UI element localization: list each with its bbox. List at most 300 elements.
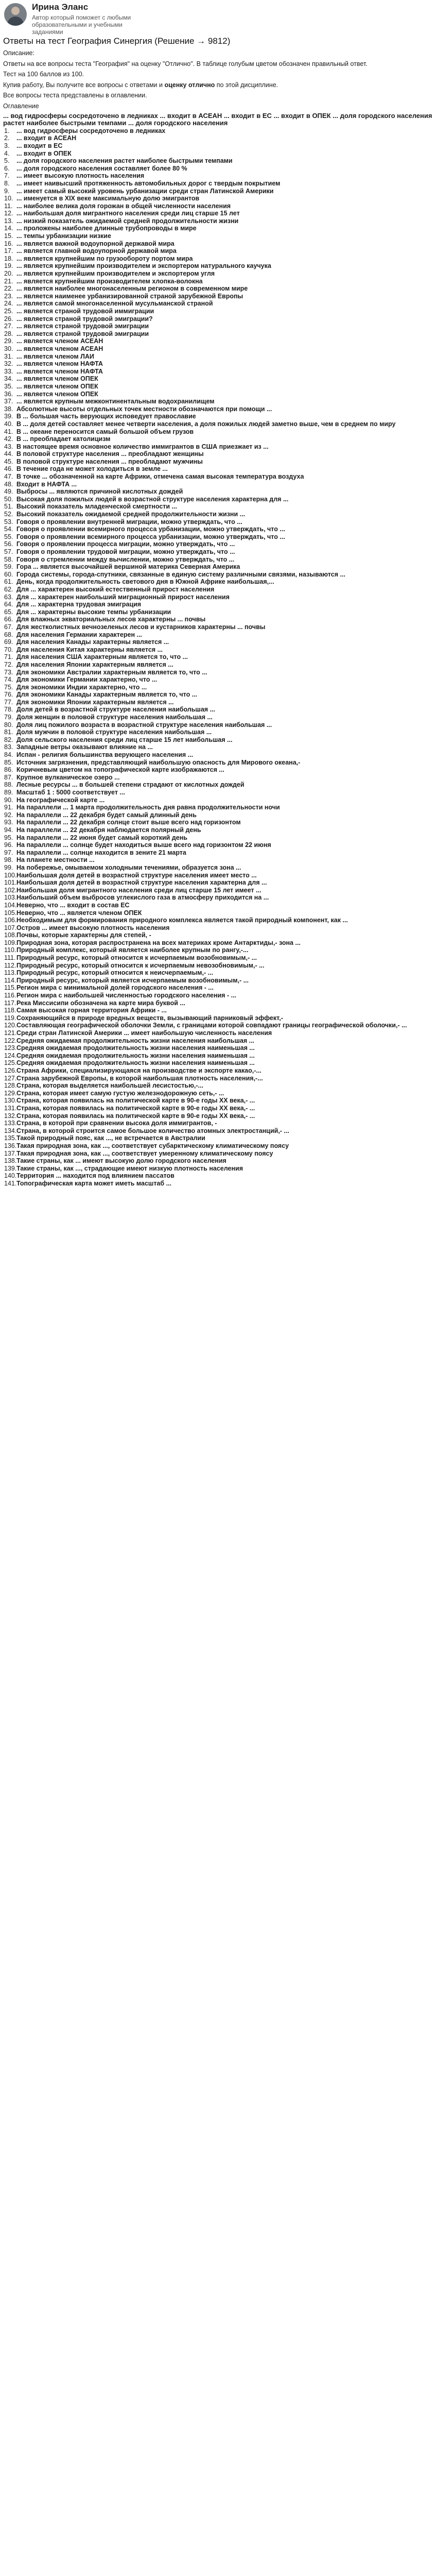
toc-item-text: Такие страны, как ..., страдающие имеют низкую плотность населения [16, 1164, 243, 1172]
toc-item-number: 115. [4, 984, 16, 992]
toc-item-number: 37. [4, 398, 13, 405]
toc-item[interactable] [3, 556, 433, 564]
toc-item[interactable] [3, 1029, 433, 1037]
toc-item[interactable] [3, 962, 433, 970]
toc-item[interactable] [3, 728, 433, 736]
toc-item-text: На параллели ... 22 декабря солнце стоит выше всего над горизонтом [16, 819, 241, 826]
toc-item-number: 32. [4, 360, 13, 368]
toc-item-number: 114. [4, 976, 16, 984]
toc-item-number: 67. [4, 623, 13, 631]
toc-item-text: ... является крупнейшим по грузообороту портом мира [16, 255, 193, 262]
toc-item[interactable] [3, 150, 433, 158]
toc-item[interactable] [3, 1059, 433, 1067]
toc-item-number: 140. [4, 1172, 17, 1180]
toc-item-text: Для ... характерна трудовая эмиграция [16, 601, 142, 608]
toc-item[interactable] [3, 819, 433, 826]
toc-item-text: Наибольшая доля мигрантного населения среди лиц старше 15 лет имеет ... [16, 886, 261, 894]
toc-item[interactable] [3, 1067, 433, 1075]
toc-item[interactable] [3, 458, 433, 466]
toc-item-number: 54. [4, 526, 13, 533]
author-name[interactable]: Ирина Эланс [32, 2, 89, 12]
toc-item-number: 127. [4, 1074, 17, 1082]
toc-item-number: 9. [4, 187, 10, 195]
buy-text [3, 81, 433, 89]
toc-item-number: 51. [4, 503, 13, 511]
toc-item-text: Страна, которая выделяется наибольшей лесистостью,-... [16, 1082, 203, 1090]
toc-item[interactable] [3, 1120, 433, 1127]
toc-item-number: 85. [4, 758, 13, 766]
toc-item[interactable] [3, 586, 433, 594]
toc-first-item[interactable] [3, 112, 433, 127]
toc-item-text: Такая природная зона, как ..., соответствует умеренному климатическому поясу [16, 1149, 273, 1157]
buy-text-bold: оценку отлично [164, 81, 215, 89]
toc-item[interactable] [3, 781, 433, 789]
toc-item[interactable] [3, 1082, 433, 1090]
page [0, 0, 436, 1187]
avatar-head-shape [11, 7, 20, 15]
toc-item-number: 55. [4, 533, 13, 540]
toc-item[interactable] [3, 669, 433, 676]
toc-item-number: 16. [4, 240, 13, 247]
toc-item-number: 89. [4, 789, 13, 796]
toc-item[interactable] [3, 225, 433, 232]
toc-item-text: Для населения Канады характерны является ... [16, 638, 169, 646]
toc-item[interactable] [3, 751, 433, 759]
all-questions-text: Все вопросы теста представлены в оглавлении. [3, 92, 147, 99]
toc-item[interactable] [3, 247, 433, 255]
author-description: Автор который поможет с любыми образовательными и учебными заданиями [32, 14, 131, 36]
toc-item-text: В настоящее время основное количество иммигрантов в США приезжает из ... [16, 443, 269, 450]
toc-item[interactable] [3, 1157, 433, 1165]
toc-item[interactable] [3, 337, 433, 345]
toc-item[interactable] [3, 954, 433, 962]
toc-item-text: ... является страной трудовой иммиграции [16, 308, 154, 315]
toc-item[interactable] [3, 864, 433, 872]
toc-item-number: 102. [4, 886, 17, 894]
toc-item-text: ... низкий показатель ожидаемой средней продолжительности жизни [16, 217, 239, 225]
toc-item-text: Природный комплекс, который является наиболее крупным по рангу,-... [16, 946, 249, 954]
toc-item[interactable] [3, 398, 433, 405]
toc-item-number: 41. [4, 428, 13, 435]
toc-item[interactable] [3, 383, 433, 391]
toc-item[interactable] [3, 766, 433, 774]
toc-item[interactable] [3, 608, 433, 616]
toc-item[interactable] [3, 526, 433, 533]
toc-item-text: Сохраняющийся в природе вредных веществ, вызывающий парниковый эффект,- [16, 1014, 283, 1022]
toc-item[interactable] [3, 293, 433, 300]
toc-item-number: 12. [4, 210, 13, 217]
toc-item-number: 125. [4, 1059, 17, 1067]
toc-item[interactable] [3, 1044, 433, 1052]
toc-item-number: 10. [4, 195, 13, 202]
toc-item-text: Для населения США характерным является то, что ... [16, 653, 188, 661]
toc-item[interactable] [3, 1134, 433, 1142]
toc-item[interactable] [3, 774, 433, 782]
toc-item[interactable] [3, 1022, 433, 1029]
toc-item-text: Для экономики Канады характерным является то, что ... [16, 691, 198, 699]
toc-item-number: 100. [4, 871, 17, 879]
toc-item-text: В ... большая часть верующих исповедует православие [16, 413, 196, 420]
toc-item-text: Говоря о проявлении всемирного процесса урбанизации, можно утверждать, что ... [16, 533, 285, 540]
toc-item-text: ... является членом ЛАИ [16, 352, 94, 360]
toc-item[interactable] [3, 1037, 433, 1045]
toc-item-text: На параллели ... 22 декабря наблюдается полярный день [16, 826, 201, 834]
toc-item[interactable] [3, 638, 433, 646]
toc-item-text: В половой структуре населения ... преобладают женщины [16, 450, 204, 458]
toc-item-text: Масштаб 1 : 5000 соответствует ... [16, 789, 125, 796]
toc-item-number: 82. [4, 736, 13, 743]
toc-item[interactable] [3, 563, 433, 571]
toc-item-number: 72. [4, 660, 13, 668]
toc-item-text: ... является членом ОПЕК [16, 382, 98, 390]
toc-item[interactable] [3, 616, 433, 623]
toc-item[interactable] [3, 405, 433, 413]
toc-item[interactable] [3, 1052, 433, 1060]
toc-item-number: 52. [4, 511, 13, 518]
toc-item[interactable] [3, 571, 433, 579]
test-score-text: Тест на 100 баллов из 100. [3, 71, 84, 78]
toc-item-number: 122. [4, 1037, 17, 1044]
toc-item-text: ... является членом ОПЕК [16, 375, 98, 383]
toc-item-text: ... является крупнейшим производителем хлопка-волокна [16, 277, 203, 285]
toc-item-number: 60. [4, 570, 13, 578]
toc-item[interactable] [3, 262, 433, 270]
toc-item-text: Высокая доля пожилых людей в возрастной структуре населения характерна для ... [16, 495, 289, 503]
toc-item-text: Выбросы ... являются причиной кислотных дождей [16, 488, 183, 496]
toc-item[interactable] [3, 1127, 433, 1135]
toc-item-text: ... имеет самый высокий уровень урбанизации среди стран Латинской Америки [16, 187, 274, 195]
toc-item-text: ... доля городского населения растет наиболее быстрыми темпами [16, 157, 233, 165]
toc-item[interactable] [3, 180, 433, 188]
toc-item[interactable] [3, 540, 433, 548]
toc-item[interactable] [3, 977, 433, 985]
toc-item-number: 4. [4, 149, 10, 157]
toc-item[interactable] [3, 188, 433, 195]
toc-item-number: 25. [4, 308, 13, 315]
toc-item-number: 28. [4, 330, 13, 337]
toc-item[interactable] [3, 578, 433, 586]
toc-item[interactable] [3, 240, 433, 248]
toc-item-text: ... имеет высокую плотность населения [16, 172, 145, 180]
toc-item[interactable] [3, 465, 433, 473]
toc-item[interactable] [3, 946, 433, 954]
toc-item-text: Самая высокая горная территория Африки - ... [16, 1007, 167, 1014]
toc-item[interactable] [3, 872, 433, 879]
toc-item[interactable] [3, 984, 433, 992]
toc-item-text: Наибольшая доля детей в возрастной структуре населения характерна для ... [16, 879, 267, 887]
toc-item[interactable] [3, 345, 433, 353]
toc-item-number: 106. [4, 917, 17, 924]
toc-item-number: 139. [4, 1164, 17, 1172]
toc-item[interactable] [3, 353, 433, 361]
toc-item[interactable] [3, 1075, 433, 1082]
toc-item-number: 63. [4, 593, 13, 601]
toc-item[interactable] [3, 631, 433, 639]
toc-item[interactable] [3, 1165, 433, 1173]
toc-item-number: 135. [4, 1134, 17, 1142]
toc-item-number: 84. [4, 751, 13, 759]
toc-item-text: Для экономики Германии характерно, что ... [16, 676, 158, 684]
toc-item[interactable] [3, 706, 433, 714]
toc-item-text: Лесные ресурсы ... в большей степени страдают от кислотных дождей [16, 781, 245, 789]
toc-item-number: 46. [4, 465, 13, 473]
toc-item-text: ... является наименее урбанизированной страной зарубежной Европы [16, 292, 243, 300]
toc-item[interactable] [3, 323, 433, 330]
toc-item[interactable] [3, 1105, 433, 1112]
toc-item[interactable] [3, 157, 433, 165]
toc-item[interactable] [3, 909, 433, 917]
toc-item[interactable] [3, 841, 433, 849]
toc-item-number: 62. [4, 585, 13, 593]
toc-item[interactable] [3, 548, 433, 556]
toc-item[interactable] [3, 917, 433, 924]
toc-item[interactable] [3, 375, 433, 383]
toc-item-number: 113. [4, 969, 16, 977]
toc-item[interactable] [3, 391, 433, 398]
toc-item-text: Страна Африки, специализирующаяся на производстве и экспорте какао,-... [16, 1066, 261, 1074]
toc-item[interactable] [3, 759, 433, 767]
toc-item[interactable] [3, 255, 433, 263]
toc-item[interactable] [3, 939, 433, 947]
toc-item[interactable] [3, 270, 433, 278]
toc-item[interactable] [3, 127, 433, 135]
toc-item-number: 141. [4, 1179, 17, 1187]
toc-item[interactable] [3, 134, 433, 142]
toc-item[interactable] [3, 450, 433, 458]
toc-item[interactable] [3, 1150, 433, 1158]
toc-item[interactable] [3, 796, 433, 804]
toc-item-text: Страна, которая появилась на политической карте в 90-е годы XX века,- ... [16, 1104, 255, 1112]
toc-item[interactable] [3, 202, 433, 210]
toc-item-number: 53. [4, 518, 13, 526]
toc-item-number: 2. [4, 134, 10, 142]
toc-item-text: Говоря о проявлении трудовой миграции, можно утверждать, что ... [16, 548, 235, 555]
toc-item-number: 75. [4, 683, 13, 691]
toc-item-text: В точке ... обозначенной на карте Африки, отмечена самая высокая температура воздуха [16, 473, 304, 481]
toc-item[interactable] [3, 653, 433, 661]
toc-item-text: ... вод гидросферы сосредоточено в ледниках [16, 127, 166, 134]
toc-item-text: Говоря о стремлении между вычислении, можно утверждать, что ... [16, 555, 235, 563]
toc-item[interactable] [3, 300, 433, 308]
toc-item-text: В ... океане переносится самый большой объем грузов [16, 428, 194, 435]
toc-item[interactable] [3, 1112, 433, 1120]
toc-item[interactable] [3, 315, 433, 323]
toc-item-text: Необходимым для формирования природного комплекса является такой природный компонент, как ... [16, 917, 348, 924]
toc-item-number: 86. [4, 766, 13, 774]
toc-item[interactable] [3, 195, 433, 202]
toc-item[interactable] [3, 1007, 433, 1014]
toc-item-number: 137. [4, 1149, 17, 1157]
toc-item[interactable] [3, 646, 433, 654]
toc-item[interactable] [3, 879, 433, 887]
toc-item-number: 69. [4, 638, 13, 646]
toc-item-text: Говоря о проявлении процесса миграции, можно утверждать, что ... [16, 540, 235, 548]
toc-item-number: 99. [4, 863, 13, 871]
toc-item-text: ... темпы урбанизации низкие [16, 232, 111, 240]
toc-item[interactable] [3, 887, 433, 894]
toc-item-text: На параллели ... 22 июня будет самый короткий день [16, 834, 187, 841]
toc-item-number: 24. [4, 300, 13, 308]
toc-item-number: 126. [4, 1066, 17, 1074]
toc-item[interactable] [3, 684, 433, 691]
toc-item[interactable] [3, 488, 433, 496]
toc-item-number: 136. [4, 1142, 17, 1149]
toc-item-text: На географической карте ... [16, 796, 105, 804]
toc-item[interactable] [3, 443, 433, 451]
toc-item[interactable] [3, 623, 433, 631]
toc-item[interactable] [3, 518, 433, 526]
toc-item[interactable] [3, 1180, 433, 1188]
toc-item-text: ... входит в ОПЕК [16, 149, 72, 157]
toc-item[interactable] [3, 165, 433, 173]
toc-item-number: 118. [4, 1007, 16, 1014]
toc-item[interactable] [3, 676, 433, 684]
toc-item[interactable] [3, 714, 433, 721]
toc-item[interactable] [3, 142, 433, 150]
toc-item[interactable] [3, 931, 433, 939]
toc-item-number: 66. [4, 616, 13, 623]
toc-item-number: 97. [4, 849, 13, 856]
toc-item[interactable] [3, 511, 433, 518]
toc-item[interactable] [3, 420, 433, 428]
toc-item-number: 71. [4, 653, 13, 661]
toc-item[interactable] [3, 503, 433, 511]
toc-item[interactable] [3, 743, 433, 751]
toc-item[interactable] [3, 473, 433, 481]
toc-item-text: Доля лиц пожилого возраста в возрастной структуре населения наибольшая ... [16, 721, 272, 728]
toc-item[interactable] [3, 1172, 433, 1180]
toc-item[interactable] [3, 992, 433, 999]
toc-item[interactable] [3, 849, 433, 857]
toc-item-number: 61. [4, 578, 13, 586]
toc-item[interactable] [3, 330, 433, 338]
toc-item[interactable] [3, 1097, 433, 1105]
toc-item-number: 92. [4, 811, 13, 819]
toc-item[interactable] [3, 721, 433, 729]
toc-item-number: 31. [4, 352, 13, 360]
toc-item[interactable] [3, 428, 433, 436]
toc-item-text: ... является важной водоупорной державой мира [16, 240, 175, 247]
toc-item-number: 39. [4, 413, 13, 420]
toc-item[interactable] [3, 924, 433, 932]
toc-item-text: Доля детей в возрастной структуре населения наибольшая ... [16, 706, 215, 714]
toc-item[interactable] [3, 902, 433, 909]
toc-item[interactable] [3, 210, 433, 217]
toc-item-text: Страна, в которой при сравнении высока доля иммигрантов, - [16, 1120, 217, 1127]
toc-item[interactable] [3, 999, 433, 1007]
toc-label: Оглавление [3, 102, 39, 110]
toc-item-text: Страна, которая появилась на политической карте в 90-е годы XX века,- ... [16, 1112, 255, 1120]
toc-item-text: Гора ... является высочайшей вершиной материка Северная Америка [16, 563, 240, 571]
toc-item[interactable] [3, 232, 433, 240]
toc-item-number: 59. [4, 563, 13, 571]
toc-item[interactable] [3, 691, 433, 699]
toc-item-text: Природная зона, которая распространена на всех материках кроме Антарктиды,- зона ... [16, 939, 301, 946]
toc-item-number: 121. [4, 1029, 17, 1037]
toc-item[interactable] [3, 435, 433, 443]
toc-item[interactable] [3, 736, 433, 744]
toc-item[interactable] [3, 172, 433, 180]
toc-item[interactable] [3, 360, 433, 368]
toc-item[interactable] [3, 496, 433, 503]
toc-item-text: В ... преобладает католицизм [16, 435, 111, 443]
toc-item-text: Для влажных экваториальных лесов характерны ... почвы [16, 616, 206, 623]
toc-item[interactable] [3, 789, 433, 796]
toc-item[interactable] [3, 217, 433, 225]
toc-item-number: 19. [4, 262, 13, 270]
toc-item[interactable] [3, 278, 433, 285]
toc-item[interactable] [3, 285, 433, 293]
toc-item-text: Коричневым цветом на топографической карте изображаются ... [16, 766, 224, 774]
toc-item-text: Река Миссисипи обозначена на карте мира буквой ... [16, 999, 185, 1007]
toc-item-number: 73. [4, 668, 13, 676]
toc-item[interactable] [3, 811, 433, 819]
avatar[interactable] [4, 3, 27, 26]
toc-item[interactable] [3, 969, 433, 977]
toc-item-text: ... является наиболее многонаселенным регионом в современном мире [16, 285, 248, 293]
toc-item-text: Абсолютные высоты отдельных точек местности обозначаются при помощи ... [16, 405, 272, 413]
toc-item-number: 56. [4, 540, 13, 548]
toc-item-number: 130. [4, 1097, 17, 1105]
toc-item[interactable] [3, 601, 433, 608]
toc-item-number: 47. [4, 473, 13, 481]
toc-item-number: 111. [4, 954, 16, 962]
toc-item[interactable] [3, 1014, 433, 1022]
toc-item[interactable] [3, 308, 433, 315]
toc-item-text: Для экономики Индии характерно, что ... [16, 683, 147, 691]
toc-item[interactable] [3, 1090, 433, 1097]
toc-item[interactable] [3, 804, 433, 811]
toc-item[interactable] [3, 661, 433, 669]
toc-item-number: 27. [4, 323, 13, 330]
toc-item-text: Природный ресурс, который относится к исчерпаемым невозобновимым,- ... [16, 961, 265, 969]
toc-item-text: ... является членом АСЕАН [16, 345, 103, 352]
toc-item[interactable] [3, 533, 433, 541]
toc-item-text: Говоря о проявлении всемирного процесса урбанизации, можно утверждать, что ... [16, 526, 285, 533]
toc-item-number: 117. [4, 999, 16, 1007]
toc-item[interactable] [3, 856, 433, 864]
toc-item-number: 35. [4, 382, 13, 390]
toc-item-number: 110. [4, 946, 16, 954]
description-text: Ответы на все вопросы теста "География" на оценку "Отлично". В таблице голубым цветом обозначен правильный ответ. [3, 60, 368, 67]
toc-item-text: ... входит в ЕС [16, 142, 63, 149]
toc-item[interactable] [3, 594, 433, 601]
toc-item-number: 21. [4, 277, 13, 285]
toc-item-text: ... является членом НАФТА [16, 367, 103, 375]
toc-item[interactable] [3, 826, 433, 834]
toc-item-number: 22. [4, 285, 13, 293]
toc-item-number: 87. [4, 773, 13, 781]
toc-item[interactable] [3, 1142, 433, 1150]
toc-item-number: 11. [4, 202, 13, 210]
toc-item-number: 108. [4, 931, 17, 939]
toc-item-text: Такие страны, как ... имеют высокую долю городского населения [16, 1157, 226, 1165]
toc-item[interactable] [3, 368, 433, 376]
toc-item-text: Природный ресурс, который относится к неисчерпаемым,- ... [16, 969, 214, 977]
toc-item-number: 30. [4, 345, 13, 352]
toc-item[interactable] [3, 894, 433, 902]
toc-item-text: Для ... характерен высокий естественный прирост населения [16, 585, 215, 593]
toc-item-text: Доля сельского населения среди лиц старше 15 лет наибольшая ... [16, 736, 233, 743]
toc-item-text: ... является страной трудовой эмиграции [16, 323, 149, 330]
toc-item[interactable] [3, 481, 433, 488]
toc-item[interactable] [3, 834, 433, 842]
toc-item[interactable] [3, 413, 433, 420]
author-info [32, 2, 150, 36]
toc-item-text: Города системы, города-спутники, связанные в единую систему различными связями, называются ... [16, 570, 345, 578]
toc-item-number: 78. [4, 706, 13, 714]
toc-item[interactable] [3, 699, 433, 706]
